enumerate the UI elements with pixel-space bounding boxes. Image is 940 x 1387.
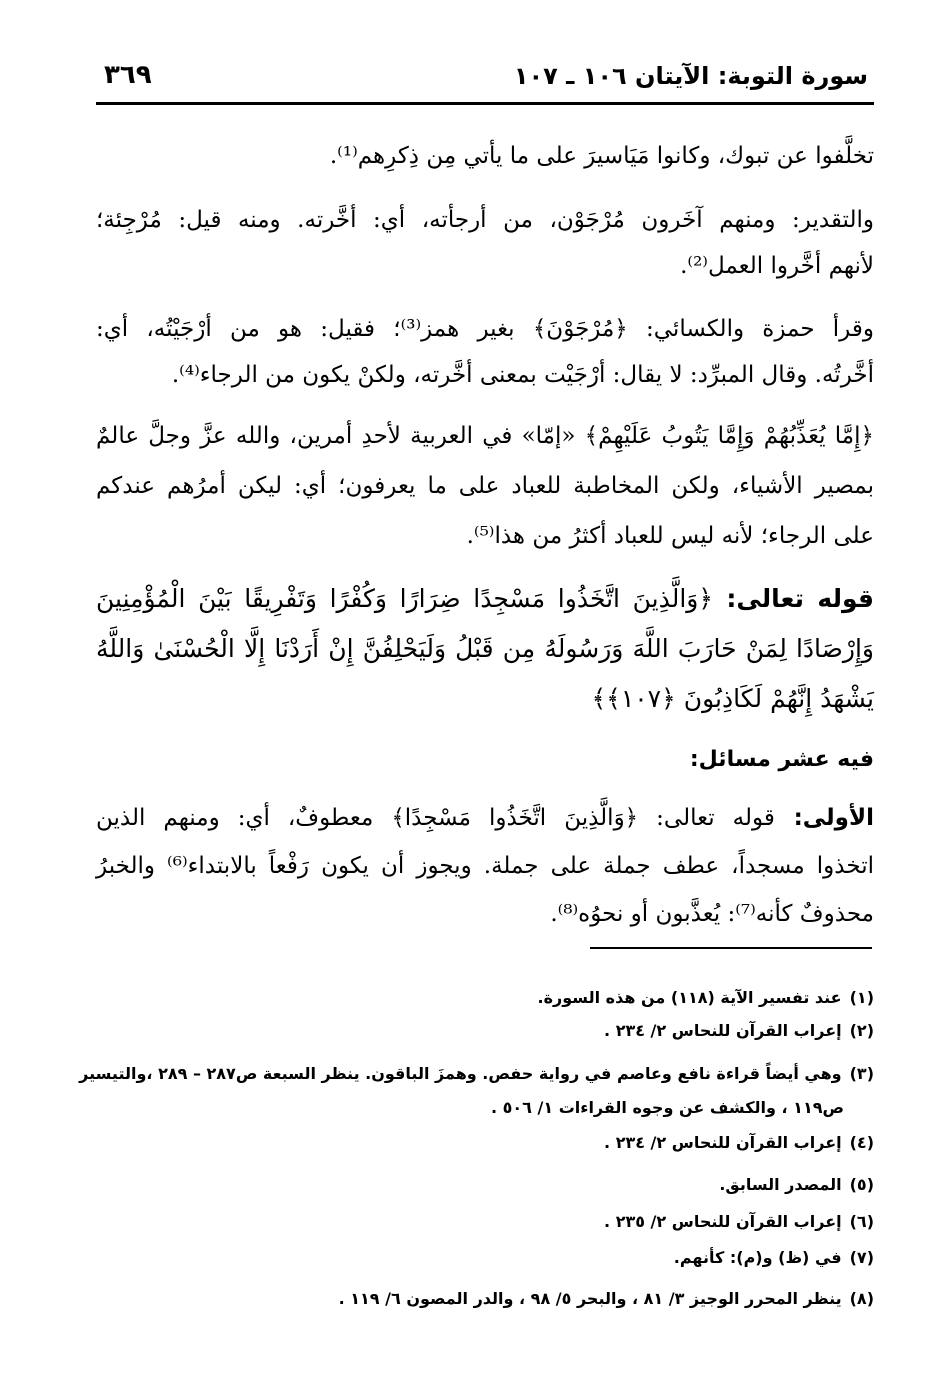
footnote	[96, 1016, 874, 1046]
verse-line: يَشْهَدُ إِنَّهُمْ لَكَاذِبُونَ ﴿١٠٧﴾﴾	[591, 684, 874, 713]
text-line: ﴿إِمَّا يُعَذِّبُهُمْ وَإِمَّا يَتُوبُ عَلَيْهِمْ﴾ «إمّا» في العربية لأحدِ أمرين، والله عزَّ وجلَّ عالمٌ	[96, 423, 874, 449]
footnote	[96, 1128, 874, 1158]
text-line: والتقدير: ومنهم آخَرون مُرْجَوْن، من أرجأته، أي: أخَّرته. ومنه قيل: مُرْجِئة؛	[96, 207, 874, 233]
issue-text: قوله تعالى: ﴿وَالَّذِينَ اتَّخَذُوا مَسْجِدًا﴾ معطوفٌ، أي: ومنهم الذين	[96, 805, 775, 831]
footnote-text: وهي أيضاً قراءة نافع وعاصم في رواية حفص. وهمزَ الباقون. ينظر السبعة ص٢٨٧ – ٢٨٩ ،والتيسير	[79, 1064, 842, 1083]
text-line	[96, 796, 874, 840]
verse-line: وَإِرْصَادًا لِمَنْ حَارَبَ اللَّهَ وَرَسُولَهُ مِن قَبْلُ وَلَيَحْلِفُنَّ إِنْ أَرَدْنَا إِلَّا الْحُسْنَىٰ وَاللَّهُ	[96, 634, 874, 663]
footnote	[79, 1059, 874, 1089]
running-header	[96, 58, 874, 105]
footnote-text: المصدر السابق.	[719, 1175, 842, 1194]
text-line: لأنهم أخَّروا العمل⁽²⁾.	[680, 253, 874, 279]
page-number: ٣٦٩	[104, 60, 152, 90]
verse-text: ﴿وَالَّذِينَ اتَّخَذُوا مَسْجِدًا ضِرَارًا وَكُفْرًا وَتَفْرِيقًا بَيْنَ الْمُؤْمِنِينَ	[96, 584, 714, 613]
footnote-number: (١)	[849, 988, 874, 1007]
text-line: تخلَّفوا عن تبوك، وكانوا مَيَاسيرَ على ما يأتي مِن ذِكرِهم⁽¹⁾.	[329, 143, 874, 169]
footnote-text: إعراب القرآن للنحاس ٢/ ٢٣٤ .	[604, 1133, 842, 1152]
footnote	[96, 1284, 874, 1314]
text-line: اتخذوا مسجداً، عطف جملة على جملة. ويجوز أن يكون رَفْعاً بالابتداء⁽⁶⁾ والخبرُ	[96, 853, 874, 879]
section-heading: فيه عشر مسائل:	[689, 747, 874, 772]
footnote-text: عند تفسير الآية (١١٨) من هذه السورة.	[537, 988, 842, 1007]
footnote-number: (٢)	[849, 1021, 874, 1040]
footnote-continuation: ص١١٩ ، والكشف عن وجوه القراءات ١/ ٥٠٦ .	[490, 1098, 844, 1117]
footnote-number: (٨)	[849, 1289, 874, 1308]
text-line: على الرجاء؛ لأنه ليس للعباد أكثرُ من هذا⁽⁵⁾.	[466, 523, 874, 549]
footnote	[96, 1243, 874, 1273]
footnote-text: إعراب القرآن للنحاس ٢/ ٢٣٥ .	[604, 1212, 842, 1231]
footnote-text: ينظر المحرر الوجيز ٣/ ٨١ ، والبحر ٥/ ٩٨ ، والدر المصون ٦/ ١١٩ .	[338, 1289, 842, 1308]
footnote	[96, 983, 874, 1013]
text-line: محذوفٌ كأنه⁽⁷⁾: يُعذَّبون أو نحوُه⁽⁸⁾.	[550, 901, 874, 927]
footnote-text: في (ظ) و(م): كأنهم.	[673, 1248, 842, 1267]
text-line: أخَّرتُه. وقال المبرِّد: لا يقال: أرْجَيْت بمعنى أخَّرته، ولكنْ يكون من الرجاء⁽⁴⁾.	[171, 362, 874, 388]
footnote-number: (٧)	[849, 1248, 874, 1267]
footnote-number: (٤)	[849, 1133, 874, 1152]
footnote-text: إعراب القرآن للنحاس ٢/ ٢٣٤ .	[604, 1021, 842, 1040]
verse-lead: قوله تعالى:	[713, 584, 874, 613]
footnote-number: (٣)	[849, 1064, 874, 1083]
text-line: وقرأ حمزة والكسائي: ﴿مُرْجَوْنَ﴾ بغير همز⁽³⁾؛ فقيل: هو من أرْجَيْتُه، أي:	[96, 316, 874, 342]
footnote-separator	[590, 947, 872, 949]
footnote	[96, 1207, 874, 1237]
verse-line	[96, 574, 874, 624]
footnote-number: (٥)	[849, 1175, 874, 1194]
surah-title: سورة التوبة: الآيتان ١٠٦ ـ ١٠٧	[513, 62, 868, 90]
footnote	[96, 1170, 874, 1200]
footnote-number: (٦)	[849, 1212, 874, 1231]
issue-label: الأولى:	[774, 805, 874, 831]
text-line: بمصير الأشياء، ولكن المخاطبة للعباد على ما يعرفون؛ أي: ليكن أمرُهم عندكم	[96, 473, 874, 499]
